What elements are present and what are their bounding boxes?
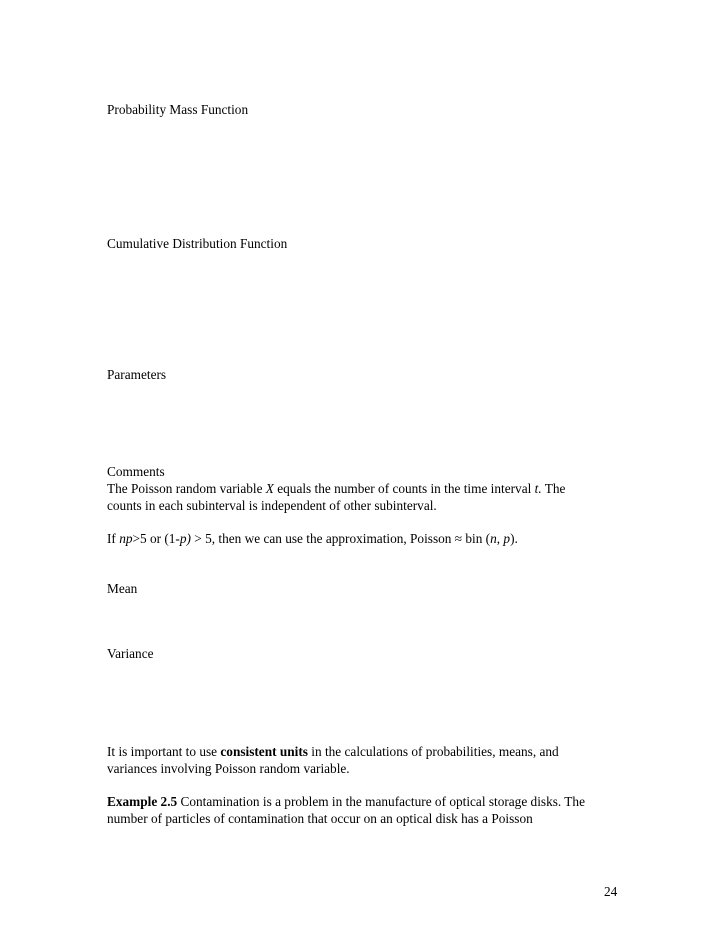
approx-text: ,	[496, 531, 504, 546]
variable-x: X	[265, 481, 274, 496]
approx-text: ).	[510, 531, 518, 546]
heading-parameters: Parameters	[107, 367, 167, 382]
variable-np: np	[119, 531, 133, 546]
approx-text: >5 or (1-	[132, 531, 180, 546]
example-label: Example 2.5	[107, 794, 178, 809]
example-text: Contamination is a problem in the manufacture of optical storage disks. The	[177, 794, 585, 809]
heading-pmf: Probability Mass Function	[107, 102, 249, 117]
comments-line-2: counts in each subinterval is independent of other subinterval.	[107, 498, 437, 513]
approx-text: If	[107, 531, 120, 546]
units-emphasis: consistent units	[220, 744, 308, 759]
variable-p: p	[503, 531, 511, 546]
approx-text: > 5, then we can use the approximation, Poisson ≈ bin (	[190, 531, 491, 546]
page-number: 24	[604, 884, 618, 899]
units-note-line-2: variances involving Poisson random variable.	[107, 761, 350, 776]
heading-comments: Comments	[107, 464, 165, 479]
units-note-line-1	[107, 743, 559, 760]
units-text: It is important to use	[107, 744, 221, 759]
variable-n: n	[490, 531, 497, 546]
comments-line-1	[107, 480, 565, 497]
variable-p: p)	[179, 531, 191, 546]
example-line-2: number of particles of contamination that occur on an optical disk has a Poisson	[107, 811, 533, 826]
example-line-1	[107, 793, 585, 810]
comments-text: The Poisson random variable	[107, 481, 266, 496]
comments-text: The	[541, 481, 566, 496]
units-text: in the calculations of probabilities, means, and	[307, 744, 559, 759]
comments-text: equals the number of counts in the time interval	[273, 481, 535, 496]
variable-t: t.	[534, 481, 542, 496]
heading-variance: Variance	[107, 646, 154, 661]
approximation-line	[107, 530, 518, 547]
heading-mean: Mean	[107, 581, 138, 596]
heading-cdf: Cumulative Distribution Function	[107, 236, 288, 251]
